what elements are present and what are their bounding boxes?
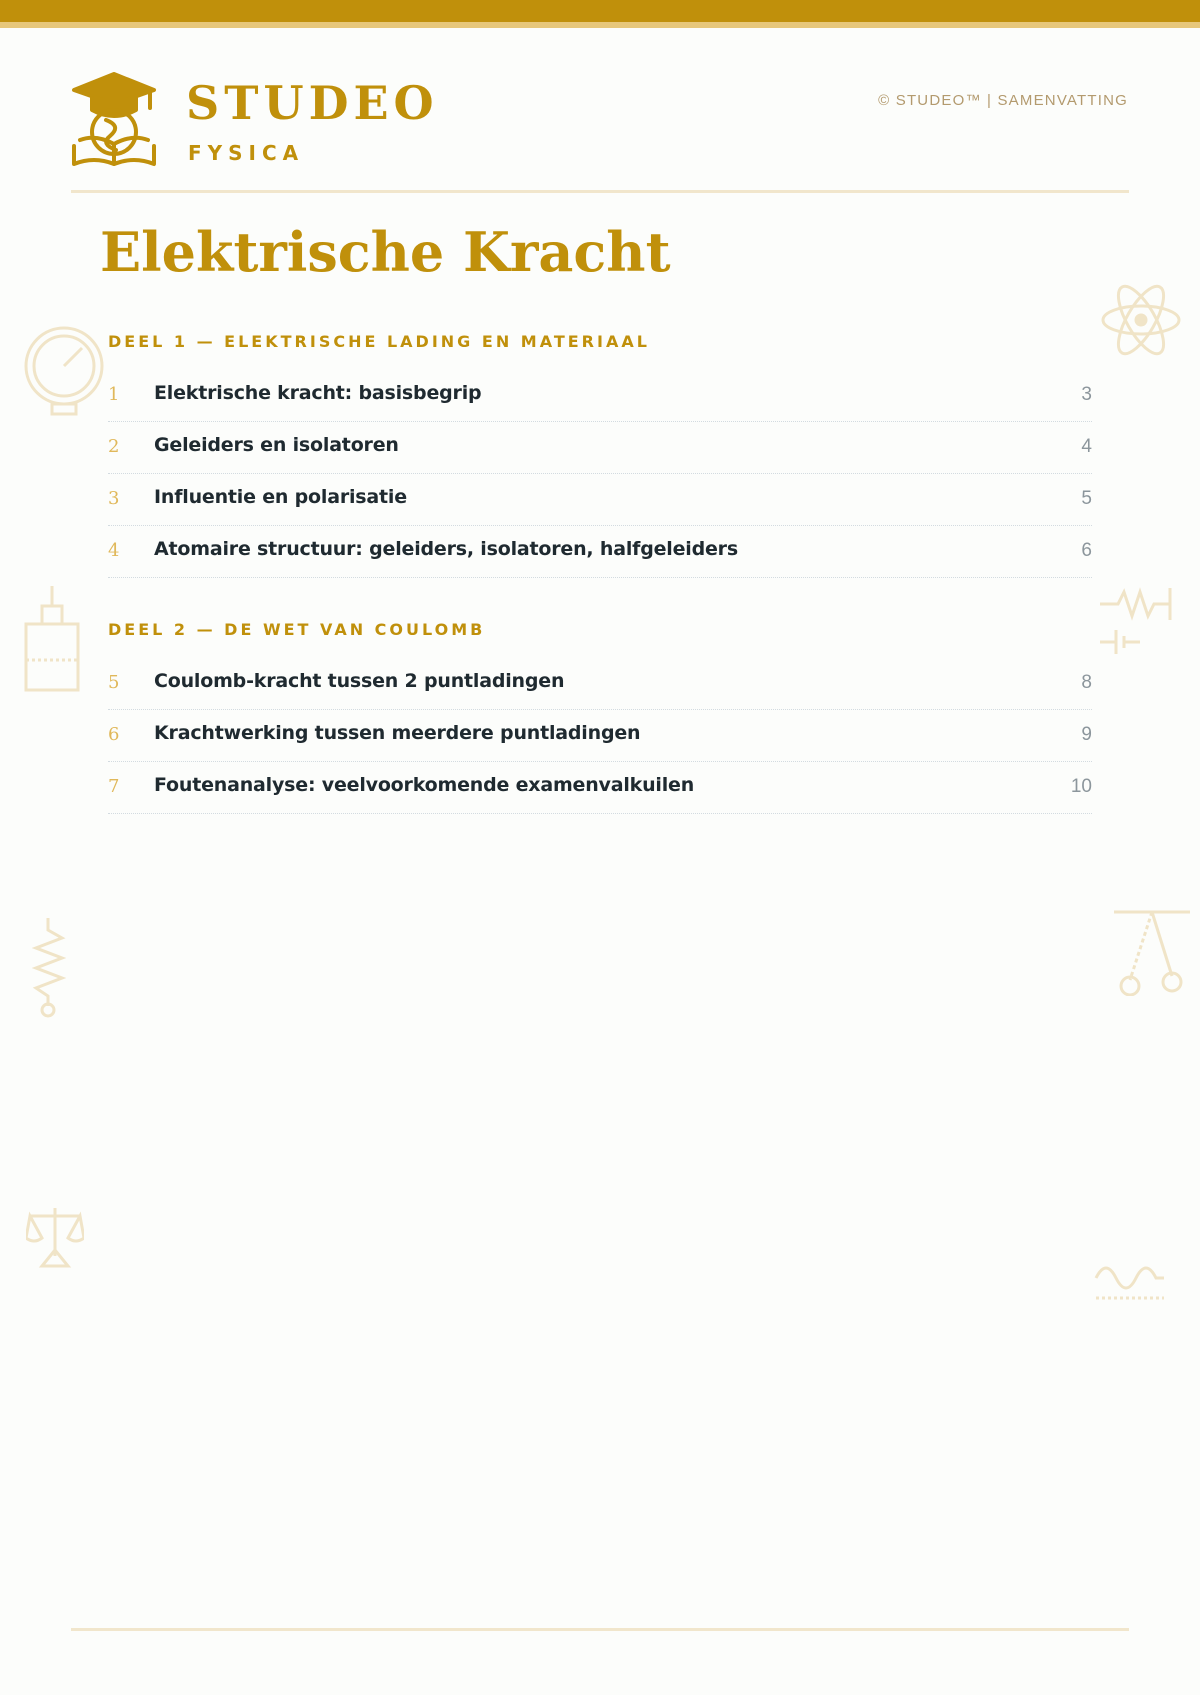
- brand-name: STUDEO: [186, 76, 439, 130]
- toc-label[interactable]: Foutenanalyse: veelvoorkomende examenvalkuilen: [154, 774, 695, 796]
- toc-row[interactable]: [108, 526, 1092, 578]
- toc-label[interactable]: Elektrische kracht: basisbegrip: [154, 382, 482, 404]
- page-title: Elektrische Kracht: [100, 220, 671, 284]
- toc-label[interactable]: Coulomb-kracht tussen 2 puntladingen: [154, 670, 565, 692]
- graduation-cap-book-icon: [70, 70, 158, 168]
- toc-number: 1: [108, 384, 120, 405]
- toc-row[interactable]: [108, 422, 1092, 474]
- toc-label[interactable]: Influentie en polarisatie: [154, 486, 407, 508]
- toc-page-number: 10: [1070, 776, 1092, 797]
- toc-label[interactable]: Geleiders en isolatoren: [154, 434, 399, 456]
- section-heading-1: DEEL 1 — ELEKTRISCHE LADING EN MATERIAAL: [108, 332, 650, 351]
- toc-page-number: 5: [1081, 488, 1092, 509]
- pendulum-icon: [1112, 906, 1192, 996]
- toc-number: 5: [108, 672, 120, 693]
- toc-page-number: 8: [1081, 672, 1092, 693]
- toc-row[interactable]: [108, 658, 1092, 710]
- toc-number: 2: [108, 436, 120, 457]
- toc-page-number: 6: [1081, 540, 1092, 561]
- toc-number: 3: [108, 488, 120, 509]
- toc-page-number: 3: [1081, 384, 1092, 405]
- top-accent-stripe: [0, 22, 1200, 28]
- toc-label[interactable]: Krachtwerking tussen meerdere puntladingen: [154, 722, 641, 744]
- toc-page-number: 4: [1081, 436, 1092, 457]
- atom-icon: [1100, 284, 1182, 356]
- battery-icon: [24, 584, 80, 694]
- toc-number: 4: [108, 540, 120, 561]
- section-heading-2: DEEL 2 — DE WET VAN COULOMB: [108, 620, 486, 639]
- sine-wave-icon: [1094, 1256, 1166, 1302]
- toc-row[interactable]: [108, 474, 1092, 526]
- toc-number: 6: [108, 724, 120, 745]
- footer-divider: [71, 1628, 1129, 1631]
- toc-row[interactable]: [108, 370, 1092, 422]
- toc-page-number: 9: [1081, 724, 1092, 745]
- header-copyright: © STUDEO™ | SAMENVATTING: [878, 92, 1128, 109]
- spring-icon: [32, 918, 66, 1018]
- gauge-icon: [22, 326, 106, 416]
- brand-subject: FYSICA: [188, 141, 305, 165]
- toc-label[interactable]: Atomaire structuur: geleiders, isolatoren, halfgeleiders: [154, 538, 738, 560]
- toc-row[interactable]: [108, 762, 1092, 814]
- toc-number: 7: [108, 776, 120, 797]
- header-divider: [71, 190, 1129, 193]
- circuit-resistor-icon: [1098, 584, 1174, 656]
- top-accent-bar: [0, 0, 1200, 22]
- toc-row[interactable]: [108, 710, 1092, 762]
- balance-scale-icon: [26, 1206, 84, 1268]
